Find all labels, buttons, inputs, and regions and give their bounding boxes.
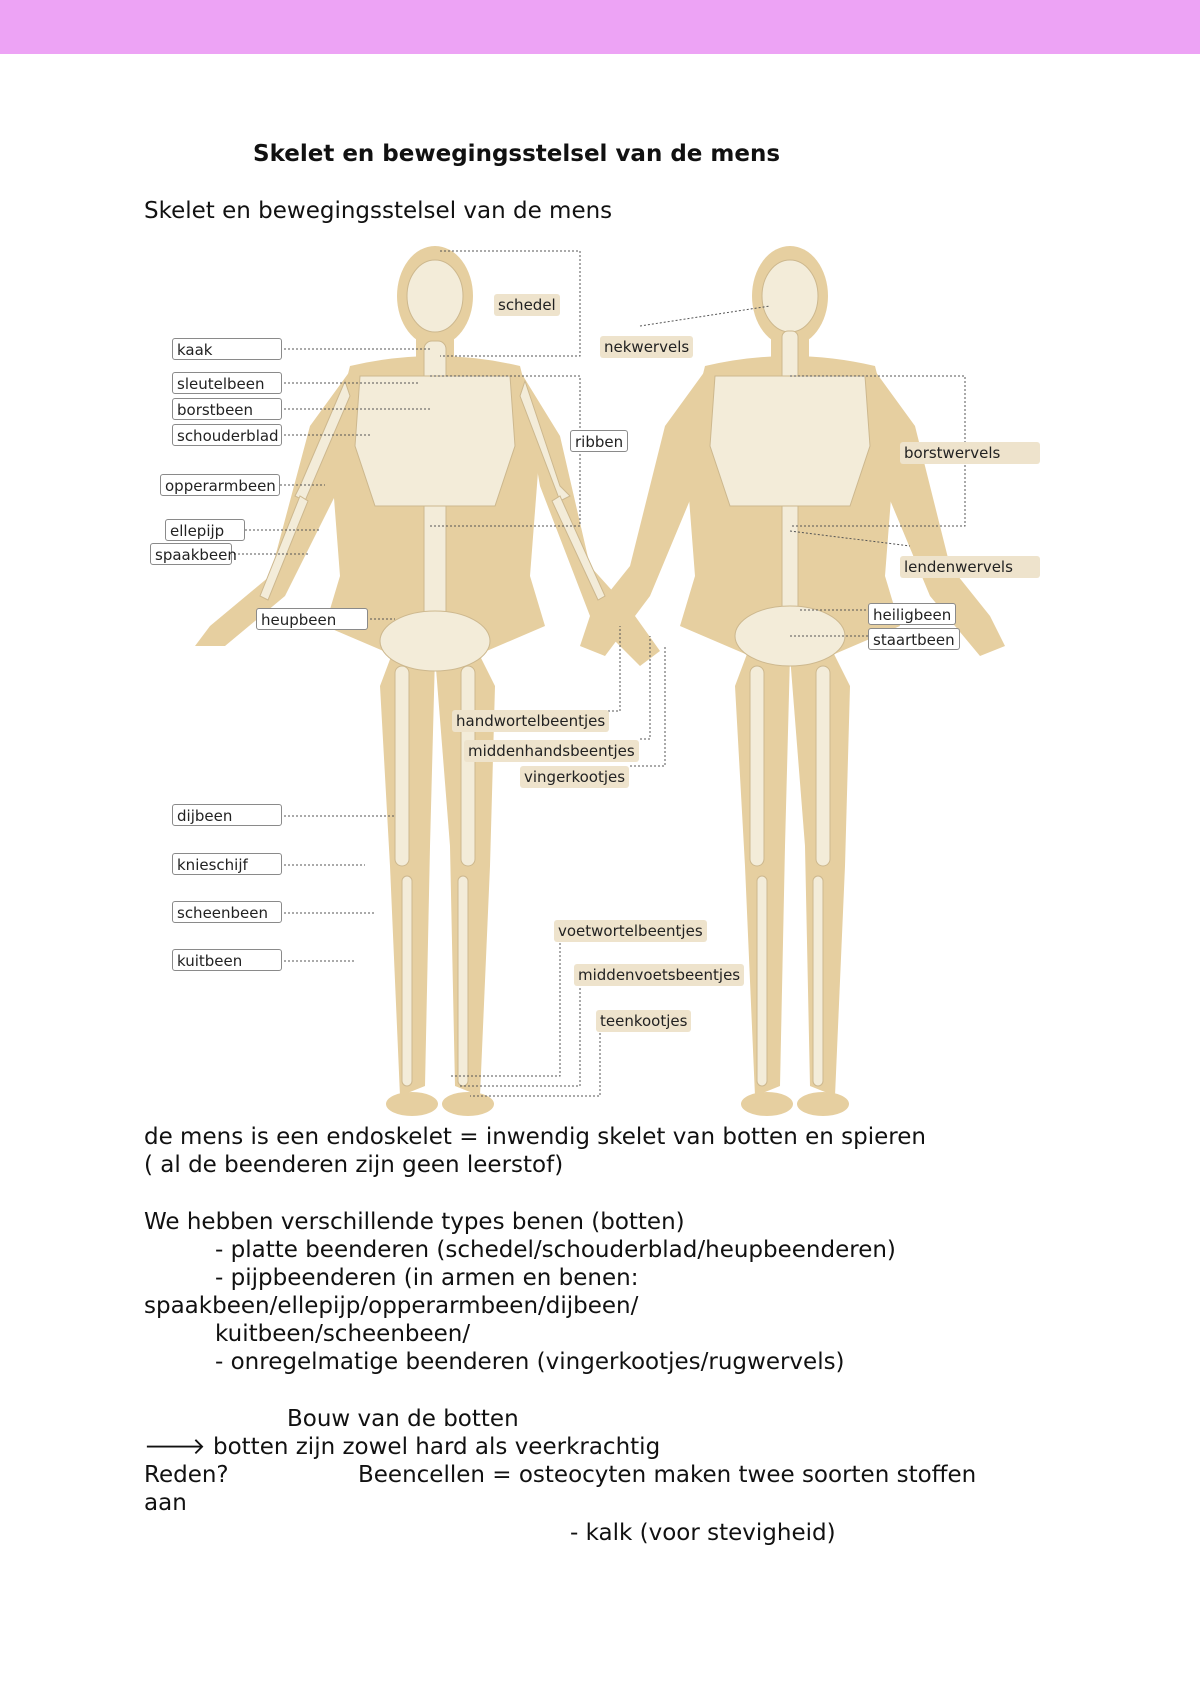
body-p3-heading: Bouw van de botten: [287, 1406, 519, 1432]
body-p3-line2-cont: aan: [144, 1490, 187, 1516]
skeleton-illustration: [150, 246, 1055, 1118]
label-teenkootjes: teenkootjes: [596, 1010, 691, 1032]
label-staartbeen: staartbeen: [868, 628, 960, 650]
body-p2-item2-cont2: kuitbeen/scheenbeen/: [215, 1321, 471, 1347]
label-middenvoetsbeentjes: middenvoetsbeentjes: [574, 964, 744, 986]
body-p2-line1: We hebben verschillende types benen (botten): [144, 1209, 685, 1235]
label-borstbeen: borstbeen: [172, 398, 282, 420]
body-p3-line1: 🡒 botten zijn zowel hard als veerkrachtig: [144, 1434, 661, 1460]
label-scheenbeen: scheenbeen: [172, 901, 282, 923]
label-borstwervels: borstwervels: [900, 442, 1040, 464]
label-voetwortelbeentjes: voetwortelbeentjes: [554, 920, 707, 942]
document-subtitle: Skelet en bewegingsstelsel van de mens: [144, 198, 613, 224]
body-p1-line1: de mens is een endoskelet = inwendig skelet van botten en spieren: [144, 1124, 926, 1150]
label-lendenwervels: lendenwervels: [900, 556, 1040, 578]
body-p1-line2: ( al de beenderen zijn geen leerstof): [144, 1152, 564, 1178]
label-middenhandsbeentjes: middenhandsbeentjes: [464, 740, 639, 762]
body-p2-item3: - onregelmatige beenderen (vingerkootjes/rugwervels): [215, 1349, 845, 1375]
label-knieschijf: knieschijf: [172, 853, 282, 875]
body-p3-line2: Beencellen = osteocyten maken twee soorten stoffen: [358, 1462, 977, 1488]
label-vingerkootjes: vingerkootjes: [520, 766, 629, 788]
back-skeleton-bones: [710, 260, 870, 1086]
body-p2-item2: - pijpbeenderen (in armen en benen:: [215, 1265, 639, 1291]
label-ellepijp: ellepijp: [165, 519, 245, 541]
label-ribben: ribben: [570, 430, 628, 452]
body-p2-item1: - platte beenderen (schedel/schouderblad/heupbeenderen): [215, 1237, 896, 1263]
label-kaak: kaak: [172, 338, 282, 360]
header-accent-bar: [0, 0, 1200, 54]
label-heupbeen: heupbeen: [256, 608, 368, 630]
label-dijbeen: dijbeen: [172, 804, 282, 826]
document-title: Skelet en bewegingsstelsel van de mens: [253, 141, 781, 167]
label-schedel: schedel: [494, 294, 560, 316]
label-spaakbeen: spaakbeen: [150, 543, 232, 565]
skeleton-figure: [150, 246, 1055, 1118]
label-opperarmbeen: opperarmbeen: [160, 474, 280, 496]
body-p3-item1: - kalk (voor stevigheid): [570, 1520, 836, 1546]
label-handwortelbeentjes: handwortelbeentjes: [452, 710, 609, 732]
body-p3-reden: Reden?: [144, 1462, 229, 1488]
body-p2-item2-cont: spaakbeen/ellepijp/opperarmbeen/dijbeen/: [144, 1293, 639, 1319]
label-schouderblad: schouderblad: [172, 424, 282, 446]
label-sleutelbeen: sleutelbeen: [172, 372, 282, 394]
label-nekwervels: nekwervels: [600, 336, 693, 358]
label-kuitbeen: kuitbeen: [172, 949, 282, 971]
label-heiligbeen: heiligbeen: [868, 603, 956, 625]
